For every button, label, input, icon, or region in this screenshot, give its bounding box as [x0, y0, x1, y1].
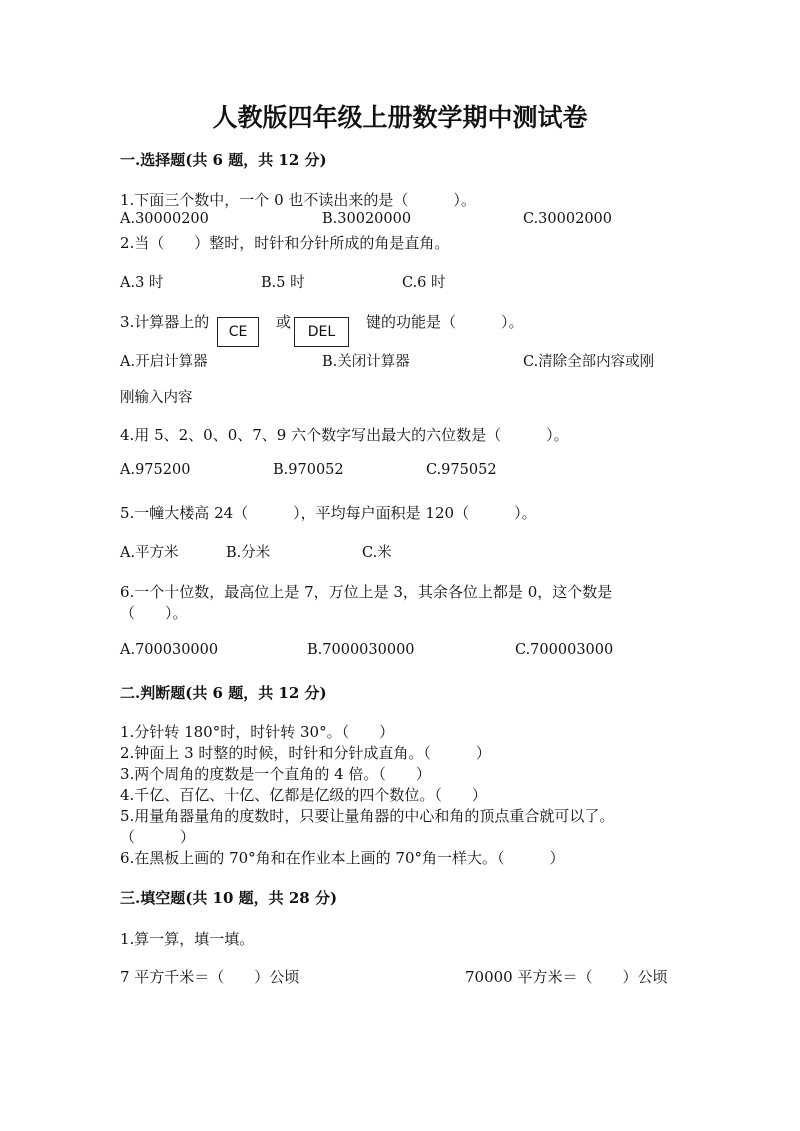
option-1-1-a: A.30000200	[120, 211, 209, 227]
option-1-5-b: B.分米	[226, 545, 271, 561]
option-1-5-c: C.米	[362, 545, 392, 561]
fill-question-1-left: 7 平方千米＝（ ）公顷	[120, 968, 300, 986]
judgment-item-2: 2.钟面上 3 时整的时候，时针和分针成直角。（ ）	[120, 744, 491, 762]
option-1-4-c: C.975052	[426, 462, 497, 478]
option-1-5-a: A.平方米	[120, 545, 179, 561]
question-1-1: 1.下面三个数中，一个 0 也不读出来的是（ ）。	[120, 191, 476, 209]
question-1-3-prefix: 3.计算器上的	[120, 313, 210, 331]
question-1-3-or: 或	[276, 313, 292, 331]
option-1-3-c: C.清除全部内容或刚	[523, 354, 655, 370]
option-1-3-c-wrap: 刚输入内容	[120, 390, 193, 406]
fill-question-1-right: 70000 平方米＝（ ）公顷	[465, 968, 668, 986]
option-1-3-b: B.关闭计算器	[322, 354, 410, 370]
option-1-1-c: C.30002000	[523, 211, 612, 227]
question-1-6-wrap: （ ）。	[120, 604, 188, 622]
judgment-item-3: 3.两个周角的度数是一个直角的 4 倍。（ ）	[120, 765, 431, 783]
del-key-box: DEL	[294, 317, 349, 347]
judgment-item-5-wrap: （ ）	[120, 828, 196, 846]
page-title: 人教版四年级上册数学期中测试卷	[212, 103, 588, 132]
option-1-2-a: A.3 时	[120, 275, 164, 291]
option-1-4-a: A.975200	[120, 462, 191, 478]
section-heading-fill: 三.填空题(共 10 题，共 28 分)	[120, 889, 338, 907]
option-1-4-b: B.970052	[273, 462, 344, 478]
judgment-item-5: 5.用量角器量角的度数时，只要让量角器的中心和角的顶点重合就可以了。	[120, 807, 615, 825]
judgment-item-6: 6.在黑板上画的 70°角和在作业本上画的 70°角一样大。（ ）	[120, 849, 565, 867]
option-1-1-b: B.30020000	[322, 211, 412, 227]
fill-question-1: 1.算一算，填一填。	[120, 930, 255, 948]
question-1-5: 5.一幢大楼高 24（ ），平均每户面积是 120（ ）。	[120, 504, 537, 522]
option-1-3-a: A.开启计算器	[120, 354, 208, 370]
question-1-3-suffix: 键的功能是（ ）。	[366, 313, 524, 331]
ce-key-box: CE	[217, 317, 259, 347]
section-heading-choice: 一.选择题(共 6 题，共 12 分)	[120, 151, 327, 169]
option-1-2-b: B.5 时	[261, 275, 305, 291]
option-1-6-b: B.7000030000	[307, 642, 415, 658]
question-1-2: 2.当（ ）整时，时针和分针所成的角是直角。	[120, 234, 450, 252]
judgment-item-4: 4.千亿、百亿、十亿、亿都是亿级的四个数位。（ ）	[120, 786, 487, 804]
question-1-4: 4.用 5、2、0、0、7、9 六个数字写出最大的六位数是（ ）。	[120, 426, 569, 444]
question-1-6: 6.一个十位数，最高位上是 7，万位上是 3，其余各位上都是 0，这个数是	[120, 583, 613, 601]
option-1-6-a: A.700030000	[120, 642, 219, 658]
judgment-item-1: 1.分针转 180°时，时针转 30°。（ ）	[120, 723, 395, 741]
option-1-2-c: C.6 时	[402, 275, 446, 291]
option-1-6-c: C.700003000	[515, 642, 614, 658]
section-heading-judgment: 二.判断题(共 6 题，共 12 分)	[120, 684, 327, 702]
